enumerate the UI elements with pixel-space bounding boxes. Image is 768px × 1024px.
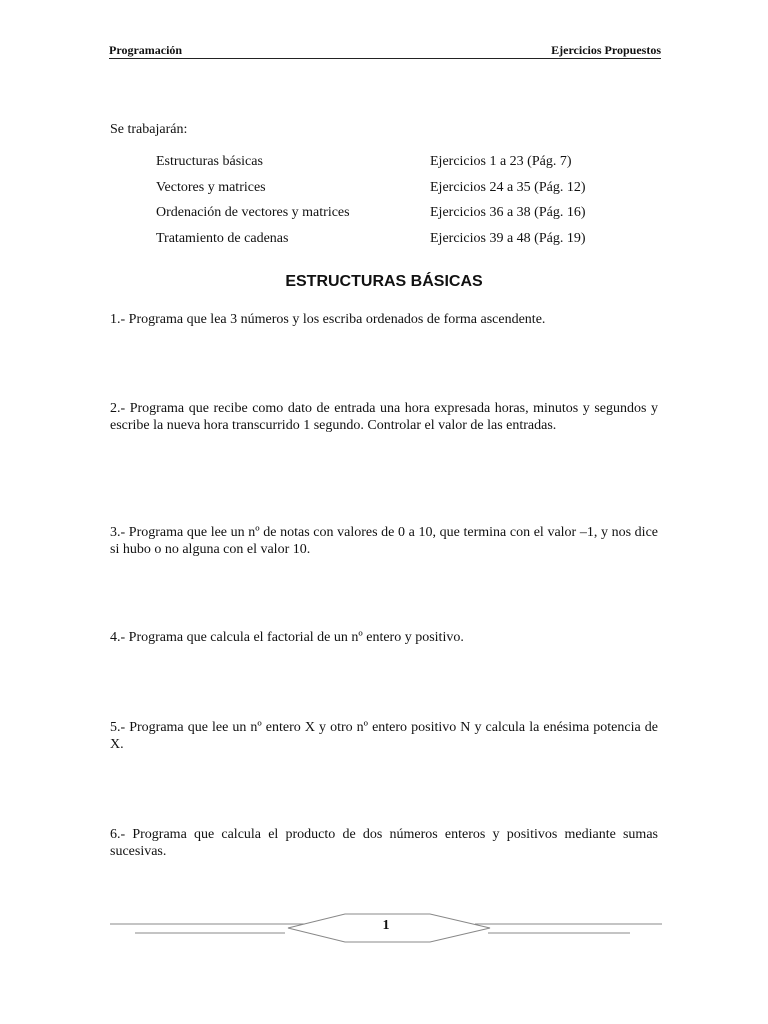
exercise-item: 5.- Programa que lee un nº entero X y otro nº entero positivo N y calcula la enésima potencia de X. xyxy=(110,720,658,752)
topic-range: Ejercicios 24 a 35 (Pág. 12) xyxy=(430,179,586,195)
page-footer xyxy=(110,910,662,950)
topic-row xyxy=(156,154,626,180)
topic-row xyxy=(156,205,626,231)
topics-list xyxy=(156,154,626,256)
topic-range: Ejercicios 39 a 48 (Pág. 19) xyxy=(430,230,586,246)
exercise-item: 1.- Programa que lea 3 números y los escriba ordenados de forma ascendente. xyxy=(110,312,546,327)
topic-range: Ejercicios 36 a 38 (Pág. 16) xyxy=(430,205,586,220)
exercise-item: 2.- Programa que recibe como dato de entrada una hora expresada horas, minutos y segundos y escribe la nueva hora transcurrido 1 segundo. Controlar el valor de las entradas. xyxy=(110,401,658,433)
header-left-title: Programación xyxy=(109,43,183,57)
topic-name: Estructuras básicas xyxy=(156,154,263,169)
page-header xyxy=(109,44,661,59)
topic-range: Ejercicios 1 a 23 (Pág. 7) xyxy=(430,154,572,169)
exercise-item: 4.- Programa que calcula el factorial de un nº entero y positivo. xyxy=(110,630,464,645)
intro-text: Se trabajarán: xyxy=(110,122,188,137)
topic-name: Vectores y matrices xyxy=(156,179,266,195)
topic-row xyxy=(156,180,626,206)
topic-name: Tratamiento de cadenas xyxy=(156,230,289,246)
topic-name: Ordenación de vectores y matrices xyxy=(156,205,350,220)
exercise-item: 6.- Programa que calcula el producto de dos números enteros y positivos mediante sumas sucesivas. xyxy=(110,827,658,859)
header-right-title: Ejercicios Propuestos xyxy=(551,43,661,57)
page-number: 1 xyxy=(382,918,390,933)
exercise-item: 3.- Programa que lee un nº de notas con valores de 0 a 10, que termina con el valor –1, y nos dice si hubo o no alguna con el valor 10. xyxy=(110,525,658,557)
topic-row xyxy=(156,231,626,257)
section-title: ESTRUCTURAS BÁSICAS xyxy=(285,273,483,290)
